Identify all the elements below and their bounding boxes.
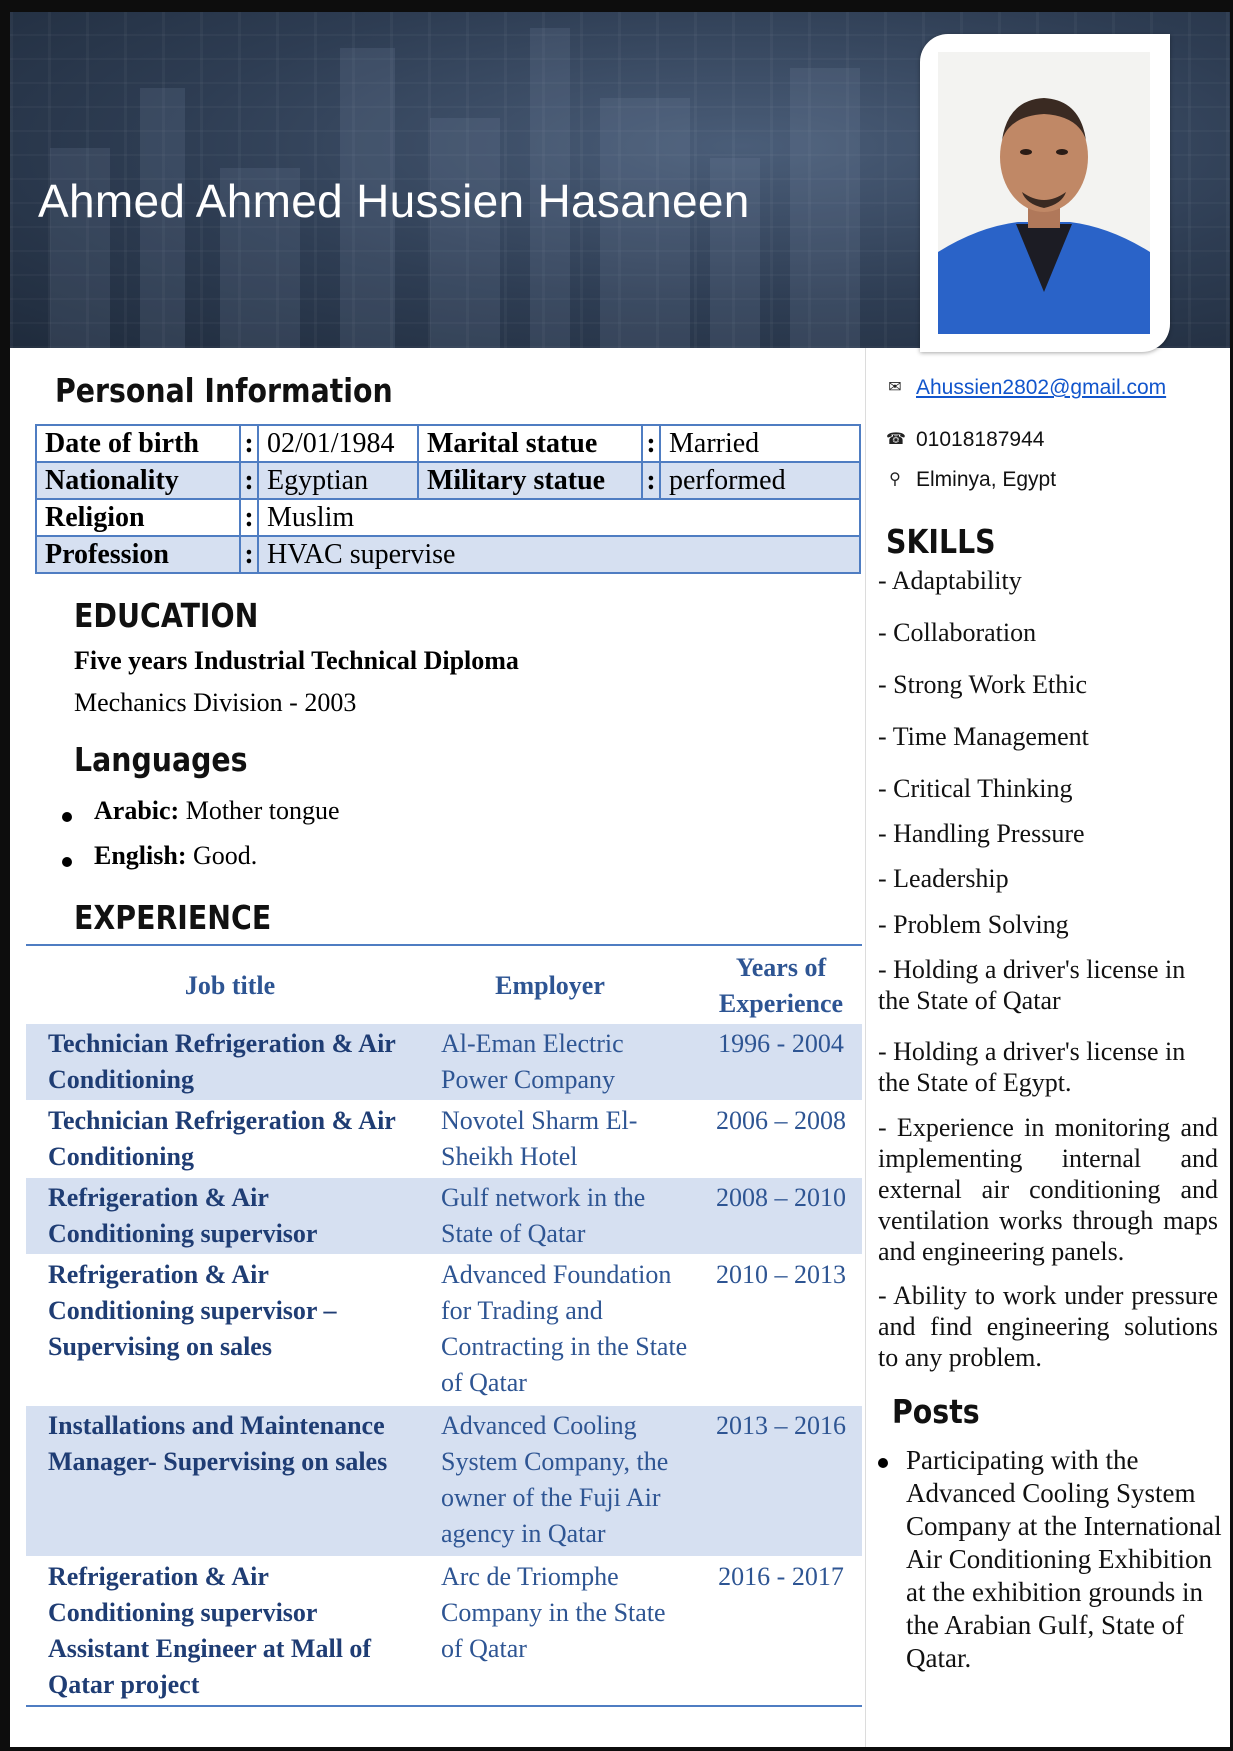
personal-info-heading: Personal Information [55,371,393,410]
table-row [26,1024,862,1100]
table-row [26,1178,862,1254]
candidate-name: Ahmed Ahmed Hussien Hasaneen [38,175,750,227]
colon: : [642,462,660,499]
email-link[interactable] [916,376,1166,400]
skill-item: - Holding a driver's license in the State of Egypt. [878,1037,1186,1097]
language-item [94,841,257,871]
religion-value: Muslim [258,499,860,536]
table-row [26,1255,862,1405]
bullet [62,857,72,867]
marital-label: Marital statue [418,425,642,462]
years: 2006 – 2008 [716,1106,846,1135]
resume-page [10,12,1230,1747]
skill-item: - Problem Solving [878,910,1069,939]
skill-item: - Strong Work Ethic [878,670,1088,699]
table-row [36,499,860,536]
job-title: Refrigeration & Air Conditioning supervisor [48,1183,318,1248]
profile-photo-frame [920,34,1170,352]
years: 2013 – 2016 [716,1411,846,1440]
job-title: Refrigeration & Air Conditioning supervisor Assistant Engineer at Mall of Qatar project [48,1562,372,1699]
profession-value: HVAC supervise [258,536,860,573]
skill-item: - Leadership [878,864,1009,893]
colon: : [240,425,258,462]
nationality-value: Egyptian [258,462,418,499]
colon: : [240,536,258,573]
divider [26,1705,862,1707]
phone-icon: ☎ [886,429,906,448]
personal-info-table [35,424,861,574]
posts-heading: Posts [892,1392,980,1431]
job-title: Technician Refrigeration & Air Conditioning [48,1106,396,1171]
employer: Advanced Foundation for Trading and Contracting in the State of Qatar [441,1260,688,1397]
column-divider [865,348,866,1747]
job-title: Technician Refrigeration & Air Conditioning [48,1029,396,1094]
employer: Advanced Cooling System Company, the owner of the Fuji Air agency in Qatar [441,1411,669,1548]
envelope-icon: ✉ [888,377,902,396]
experience-heading: EXPERIENCE [74,898,272,937]
post-item: Participating with the Advanced Cooling System Company at the International Air Conditioning Exhibition at the exhibition grounds in the Arabian Gulf, State of Qatar. [906,1445,1222,1673]
skill-item: - Ability to work under pressure and find engineering solutions to any problem. [878,1281,1218,1372]
skill-item: - Adaptability [878,566,1022,595]
skill-item: - Critical Thinking [878,774,1073,803]
years: 2016 - 2017 [718,1562,844,1591]
education-heading: EDUCATION [74,596,259,635]
military-value: performed [660,462,860,499]
employer: Novotel Sharm El-Sheikh Hotel [441,1106,638,1171]
table-row [36,425,860,462]
header-banner [10,12,1230,348]
years-header-line: Experience [718,989,844,1018]
employer-header: Employer [495,971,605,1000]
bullet [878,1458,888,1468]
bullet [62,812,72,822]
divider [26,944,862,946]
military-label: Military statue [418,462,642,499]
table-row [26,1101,862,1177]
years: 2008 – 2010 [716,1183,846,1212]
skill-item: - Holding a driver's license in the State of Qatar [878,955,1186,1015]
skill-item: - Collaboration [878,618,1037,647]
profile-photo [938,52,1150,334]
colon: : [240,462,258,499]
job-title-header: Job title [184,971,276,1000]
skill-item: - Handling Pressure [878,819,1085,848]
languages-heading: Languages [74,740,248,779]
skill-item: - Experience in monitoring and implementing internal and external air conditioning and ventilation works through maps and engineering panels. [878,1113,1218,1266]
colon: : [240,499,258,536]
language-level: Good. [193,841,258,870]
nationality-label: Nationality [36,462,240,499]
education-degree: Five years Industrial Technical Diploma [74,646,519,675]
job-title: Installations and Maintenance Manager- Supervising on sales [48,1411,388,1476]
table-row [36,536,860,573]
years-header [706,950,856,1022]
language-level: Mother tongue [185,796,340,825]
location: Elminya, Egypt [916,468,1057,491]
years: 2010 – 2013 [716,1260,846,1289]
language-item [94,796,340,826]
phone-number: 01018187944 [916,428,1045,451]
marital-value: Married [660,425,860,462]
religion-label: Religion [36,499,240,536]
years: 1996 - 2004 [718,1029,844,1058]
table-row [26,1557,862,1705]
dob-label: Date of birth [36,425,240,462]
job-title: Refrigeration & Air Conditioning supervisor – Supervising on sales [48,1260,337,1361]
dob-value: 02/01/1984 [258,425,418,462]
table-row [26,1406,862,1556]
education-detail: Mechanics Division - 2003 [74,688,357,717]
skills-heading: SKILLS [886,522,996,561]
profession-label: Profession [36,536,240,573]
employer: Arc de Triomphe Company in the State of Qatar [441,1562,666,1663]
table-row [36,462,860,499]
colon: : [642,425,660,462]
employer: Gulf network in the State of Qatar [441,1183,646,1248]
map-pin-icon: ⚲ [889,469,901,488]
language-name: English: [94,841,187,870]
skill-item: - Time Management [878,722,1089,751]
years-header-line: Years of [735,953,827,982]
language-name: Arabic: [94,796,180,825]
employer: Al-Eman Electric Power Company [441,1029,624,1094]
email-text[interactable]: Ahussien2802@gmail.com [916,376,1167,399]
